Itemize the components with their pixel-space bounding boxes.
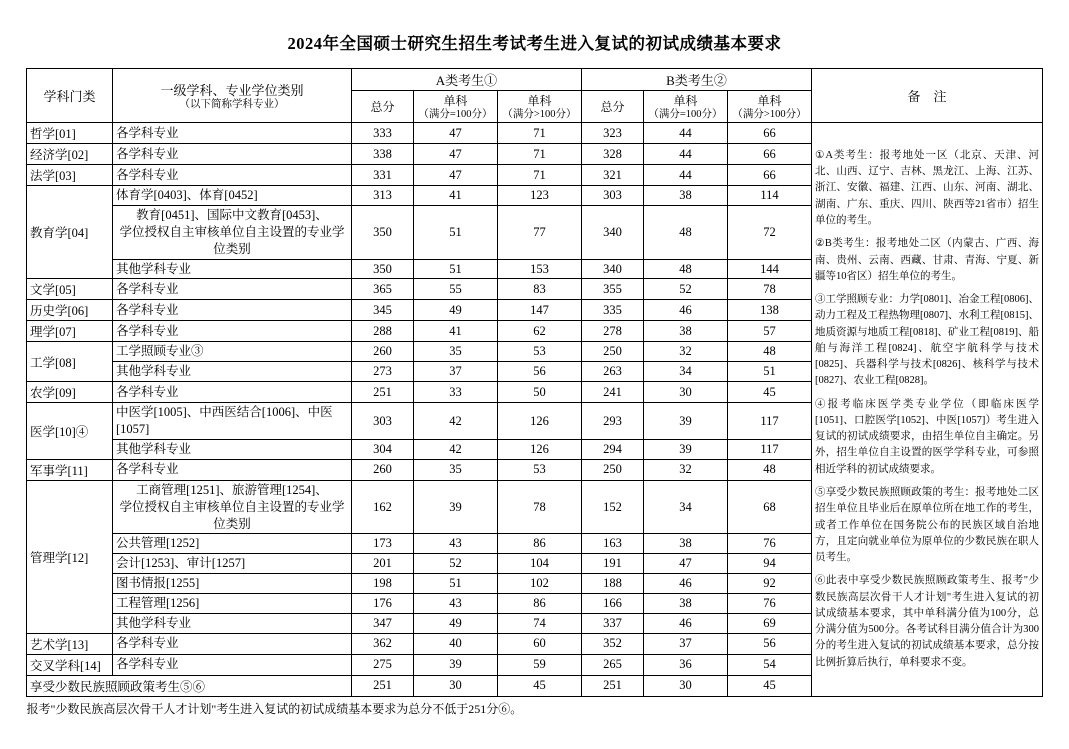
score-a-total: 275 [351, 654, 413, 675]
score-b-total: 328 [581, 144, 643, 165]
score-a-single-100: 35 [413, 342, 497, 362]
minority-score-a-total: 251 [351, 675, 413, 696]
score-a-total: 362 [351, 633, 413, 654]
score-b-single-100: 38 [643, 534, 727, 554]
score-a-total: 304 [351, 439, 413, 459]
score-a-total: 350 [351, 205, 413, 259]
page-title: 2024年全国硕士研究生招生考试考生进入复试的初试成绩基本要求 [287, 34, 782, 53]
score-b-single-gt100: 45 [727, 382, 811, 403]
score-b-single-gt100: 48 [727, 459, 811, 480]
remark-item-5: ⑤享受少数民族照顾政策的考生：报考地处二区招生单位且毕业后在原单位所在地工作的考生，或者工作单位在国务院公布的民族区域自治地方，且定向就业单位为原单位的少数民族在职人员考生。 [815, 487, 1040, 564]
score-b-single-gt100: 144 [727, 259, 811, 279]
score-b-total: 241 [581, 382, 643, 403]
category-cell: 军事学[11] [26, 459, 112, 480]
score-b-total: 191 [581, 554, 643, 574]
score-b-single-100: 46 [643, 574, 727, 594]
category-cell: 教育学[04] [26, 186, 112, 279]
major-cell: 中医学[1005]、中西医结合[1006]、中医[1057] [112, 403, 351, 440]
score-a-single-100: 39 [413, 480, 497, 534]
remark-item-6: ⑥此表中享受少数民族照顾政策考生、报考"少数民族高层次骨干人才计划"考生进入复试的初试成绩基本要求，其中单科满分值为100分，总分满分值为500分。各考试科目满分值合计为300分的考生进入复试的初试成绩基本要求，总分按比例折算后执行，单科要求不变。 [815, 575, 1040, 668]
score-a-single-100: 41 [413, 186, 497, 206]
score-a-single-gt100: 50 [497, 382, 581, 403]
score-b-total: 337 [581, 613, 643, 633]
score-a-single-gt100: 56 [497, 362, 581, 382]
score-b-single-gt100: 138 [727, 300, 811, 321]
score-a-single-gt100: 71 [497, 144, 581, 165]
minority-score-a-single-100: 30 [413, 675, 497, 696]
category-cell: 理学[07] [26, 321, 112, 342]
score-a-total: 251 [351, 382, 413, 403]
score-a-single-100: 40 [413, 633, 497, 654]
score-a-single-100: 51 [413, 574, 497, 594]
score-a-single-100: 39 [413, 654, 497, 675]
header-major-line1: 一级学科、专业学位类别 [160, 83, 304, 98]
score-a-single-100: 33 [413, 382, 497, 403]
header-a-single-gt100-range: （满分>100分） [502, 109, 577, 120]
score-a-single-100: 51 [413, 259, 497, 279]
major-cell: 各学科专业 [112, 633, 351, 654]
score-b-total: 335 [581, 300, 643, 321]
score-b-single-100: 39 [643, 403, 727, 440]
score-a-single-100: 47 [413, 144, 497, 165]
score-a-single-gt100: 62 [497, 321, 581, 342]
score-b-single-100: 44 [643, 123, 727, 144]
header-b-single-100-label: 单科 [673, 94, 698, 108]
score-a-single-gt100: 153 [497, 259, 581, 279]
remark-item-1: ①A类考生：报考地处一区（北京、天津、河北、山西、辽宁、吉林、黑龙江、上海、江苏、浙江、安徽、福建、江西、山东、河南、湖北、湖南、广东、重庆、四川、陕西等21省市）招生单位的考生。 [815, 149, 1040, 227]
category-cell: 管理学[12] [26, 480, 112, 633]
score-b-single-100: 38 [643, 594, 727, 614]
major-cell: 各学科专业 [112, 123, 351, 144]
major-cell: 教育[0451]、国际中文教育[0453]、 学位授权自主审核单位自主设置的专业学位类别 [112, 205, 351, 259]
score-a-total: 350 [351, 259, 413, 279]
score-a-total: 162 [351, 480, 413, 534]
score-b-single-100: 48 [643, 259, 727, 279]
score-a-single-gt100: 83 [497, 279, 581, 300]
score-a-single-100: 55 [413, 279, 497, 300]
score-a-total: 260 [351, 459, 413, 480]
minority-score-b-single-100: 30 [643, 675, 727, 696]
footnote: 报考"少数民族高层次骨干人才计划"考生进入复试的初试成绩基本要求为总分不低于251分⑥。 [26, 701, 523, 716]
score-b-single-gt100: 117 [727, 439, 811, 459]
category-cell: 哲学[01] [26, 123, 112, 144]
header-remarks: 备 注 [812, 69, 1043, 123]
score-b-single-gt100: 57 [727, 321, 811, 342]
score-b-total: 355 [581, 279, 643, 300]
major-cell: 其他学科专业 [112, 259, 351, 279]
minority-score-b-single-gt100: 45 [727, 675, 811, 696]
major-cell: 工学照顾专业③ [112, 342, 351, 362]
score-a-single-gt100: 86 [497, 594, 581, 614]
score-b-single-100: 34 [643, 480, 727, 534]
score-b-single-gt100: 68 [727, 480, 811, 534]
category-cell: 医学[10]④ [26, 403, 112, 460]
major-cell: 各学科专业 [112, 165, 351, 186]
remark-item-4: ④报考临床医学类专业学位（即临床医学[1051]、口腔医学[1052]、中医[1057]）考生进入复试的初试成绩要求，由招生单位自主确定。另外，招生单位自主设置的医学学科专业，可参照相近学科的初试成绩要求。 [815, 398, 1040, 475]
score-a-single-gt100: 60 [497, 633, 581, 654]
score-a-total: 313 [351, 186, 413, 206]
score-b-single-gt100: 114 [727, 186, 811, 206]
remarks-cell [812, 123, 1043, 697]
score-a-single-100: 47 [413, 165, 497, 186]
major-cell: 各学科专业 [112, 279, 351, 300]
score-b-single-100: 30 [643, 382, 727, 403]
score-b-single-gt100: 51 [727, 362, 811, 382]
score-b-single-100: 44 [643, 165, 727, 186]
score-a-single-gt100: 59 [497, 654, 581, 675]
score-a-total: 303 [351, 403, 413, 440]
score-b-single-gt100: 69 [727, 613, 811, 633]
score-b-single-100: 38 [643, 321, 727, 342]
major-cell: 各学科专业 [112, 459, 351, 480]
score-a-single-100: 52 [413, 554, 497, 574]
score-b-single-100: 39 [643, 439, 727, 459]
score-b-single-100: 37 [643, 633, 727, 654]
header-group-b: B类考生② [581, 69, 811, 91]
score-a-total: 345 [351, 300, 413, 321]
score-a-single-100: 43 [413, 534, 497, 554]
header-major [112, 69, 351, 123]
major-cell: 其他学科专业 [112, 439, 351, 459]
category-cell: 艺术学[13] [26, 633, 112, 654]
score-b-single-gt100: 66 [727, 165, 811, 186]
major-cell: 工商管理[1251]、旅游管理[1254]、 学位授权自主审核单位自主设置的专业学位类别 [112, 480, 351, 534]
score-a-single-gt100: 78 [497, 480, 581, 534]
score-a-single-100: 47 [413, 123, 497, 144]
score-a-single-gt100: 147 [497, 300, 581, 321]
score-a-single-gt100: 53 [497, 342, 581, 362]
category-cell: 交叉学科[14] [26, 654, 112, 675]
score-b-single-gt100: 72 [727, 205, 811, 259]
major-cell: 图书情报[1255] [112, 574, 351, 594]
score-b-total: 340 [581, 205, 643, 259]
score-b-single-gt100: 94 [727, 554, 811, 574]
score-a-single-gt100: 74 [497, 613, 581, 633]
score-a-single-100: 42 [413, 439, 497, 459]
score-a-single-gt100: 126 [497, 439, 581, 459]
score-a-total: 273 [351, 362, 413, 382]
score-a-total: 333 [351, 123, 413, 144]
header-a-single-gt100-label: 单科 [527, 94, 552, 108]
score-a-single-100: 35 [413, 459, 497, 480]
score-a-single-100: 49 [413, 300, 497, 321]
score-b-single-100: 34 [643, 362, 727, 382]
major-cell: 各学科专业 [112, 144, 351, 165]
score-a-total: 365 [351, 279, 413, 300]
category-cell: 文学[05] [26, 279, 112, 300]
score-b-single-100: 36 [643, 654, 727, 675]
header-a-single-gt100 [497, 91, 581, 123]
category-cell: 法学[03] [26, 165, 112, 186]
remark-item-2: ②B类考生：报考地处二区（内蒙古、广西、海南、贵州、云南、西藏、甘肃、青海、宁夏、新疆等10省区）招生单位的考生。 [815, 238, 1040, 282]
score-b-total: 323 [581, 123, 643, 144]
score-b-total: 321 [581, 165, 643, 186]
score-a-total: 176 [351, 594, 413, 614]
header-major-line2: （以下简称学科专业） [179, 99, 285, 110]
score-b-total: 250 [581, 342, 643, 362]
table-header [26, 69, 1042, 123]
header-a-total: 总分 [351, 91, 413, 123]
score-a-single-gt100: 71 [497, 123, 581, 144]
score-b-single-gt100: 66 [727, 123, 811, 144]
minority-score-b-total: 251 [581, 675, 643, 696]
major-cell: 其他学科专业 [112, 613, 351, 633]
score-a-single-gt100: 71 [497, 165, 581, 186]
major-cell: 会计[1253]、审计[1257] [112, 554, 351, 574]
score-requirements-table [26, 68, 1043, 697]
header-a-single-100-range: （满分=100分） [418, 109, 493, 120]
score-b-total: 263 [581, 362, 643, 382]
score-b-total: 163 [581, 534, 643, 554]
score-a-single-gt100: 53 [497, 459, 581, 480]
score-b-single-100: 32 [643, 342, 727, 362]
score-a-single-gt100: 86 [497, 534, 581, 554]
score-b-total: 340 [581, 259, 643, 279]
score-a-single-gt100: 77 [497, 205, 581, 259]
score-a-total: 201 [351, 554, 413, 574]
header-b-single-gt100-label: 单科 [757, 94, 782, 108]
score-b-single-100: 46 [643, 300, 727, 321]
score-b-total: 188 [581, 574, 643, 594]
score-b-single-gt100: 66 [727, 144, 811, 165]
header-a-single-100-label: 单科 [443, 94, 468, 108]
score-b-single-100: 48 [643, 205, 727, 259]
score-b-single-100: 32 [643, 459, 727, 480]
score-b-total: 294 [581, 439, 643, 459]
score-b-single-100: 47 [643, 554, 727, 574]
category-cell: 历史学[06] [26, 300, 112, 321]
category-cell: 农学[09] [26, 382, 112, 403]
category-cell: 工学[08] [26, 342, 112, 382]
score-b-single-gt100: 48 [727, 342, 811, 362]
score-b-total: 293 [581, 403, 643, 440]
category-cell: 经济学[02] [26, 144, 112, 165]
score-b-single-gt100: 56 [727, 633, 811, 654]
score-a-total: 338 [351, 144, 413, 165]
score-a-single-100: 49 [413, 613, 497, 633]
score-b-total: 278 [581, 321, 643, 342]
score-b-total: 265 [581, 654, 643, 675]
header-b-single-100-range: （满分=100分） [648, 109, 723, 120]
score-a-single-100: 51 [413, 205, 497, 259]
major-cell: 工程管理[1256] [112, 594, 351, 614]
header-category: 学科门类 [26, 69, 112, 123]
major-cell: 体育学[0403]、体育[0452] [112, 186, 351, 206]
header-b-total: 总分 [581, 91, 643, 123]
score-a-single-gt100: 102 [497, 574, 581, 594]
major-cell: 各学科专业 [112, 382, 351, 403]
major-cell: 各学科专业 [112, 300, 351, 321]
table-row [26, 123, 1042, 144]
major-cell: 各学科专业 [112, 654, 351, 675]
table-body [26, 123, 1042, 697]
score-a-single-gt100: 104 [497, 554, 581, 574]
score-b-total: 352 [581, 633, 643, 654]
score-b-total: 250 [581, 459, 643, 480]
score-b-single-gt100: 92 [727, 574, 811, 594]
score-a-single-gt100: 123 [497, 186, 581, 206]
minority-policy-label: 享受少数民族照顾政策考生⑤⑥ [26, 675, 351, 696]
score-a-single-100: 41 [413, 321, 497, 342]
header-group-a: A类考生① [351, 69, 581, 91]
major-cell: 公共管理[1252] [112, 534, 351, 554]
header-b-single-gt100-range: （满分>100分） [732, 109, 807, 120]
score-b-single-100: 44 [643, 144, 727, 165]
score-b-total: 152 [581, 480, 643, 534]
score-b-single-gt100: 76 [727, 534, 811, 554]
minority-score-a-single-gt100: 45 [497, 675, 581, 696]
score-a-total: 198 [351, 574, 413, 594]
score-a-single-100: 37 [413, 362, 497, 382]
score-b-single-100: 38 [643, 186, 727, 206]
major-cell: 各学科专业 [112, 321, 351, 342]
score-a-total: 331 [351, 165, 413, 186]
score-a-single-gt100: 126 [497, 403, 581, 440]
major-cell: 其他学科专业 [112, 362, 351, 382]
score-a-total: 260 [351, 342, 413, 362]
score-b-single-gt100: 117 [727, 403, 811, 440]
score-a-total: 288 [351, 321, 413, 342]
score-b-total: 166 [581, 594, 643, 614]
score-b-single-100: 52 [643, 279, 727, 300]
score-b-total: 303 [581, 186, 643, 206]
header-a-single-100 [413, 91, 497, 123]
score-a-single-100: 43 [413, 594, 497, 614]
score-a-total: 347 [351, 613, 413, 633]
header-b-single-gt100 [727, 91, 811, 123]
score-a-total: 173 [351, 534, 413, 554]
score-b-single-gt100: 78 [727, 279, 811, 300]
score-b-single-gt100: 76 [727, 594, 811, 614]
score-b-single-gt100: 54 [727, 654, 811, 675]
header-b-single-100 [643, 91, 727, 123]
score-b-single-100: 46 [643, 613, 727, 633]
score-a-single-100: 42 [413, 403, 497, 440]
remark-item-3: ③工学照顾专业：力学[0801]、冶金工程[0806]、动力工程及工程热物理[0807]、水利工程[0815]、地质资源与地质工程[0818]、矿业工程[0819]、船舶与海洋工程[0824]、航空宇航科学与技术[0825]、兵器科学与技术[0826]、核科学与技术[0827]、农业工程[0828]。 [815, 294, 1040, 387]
